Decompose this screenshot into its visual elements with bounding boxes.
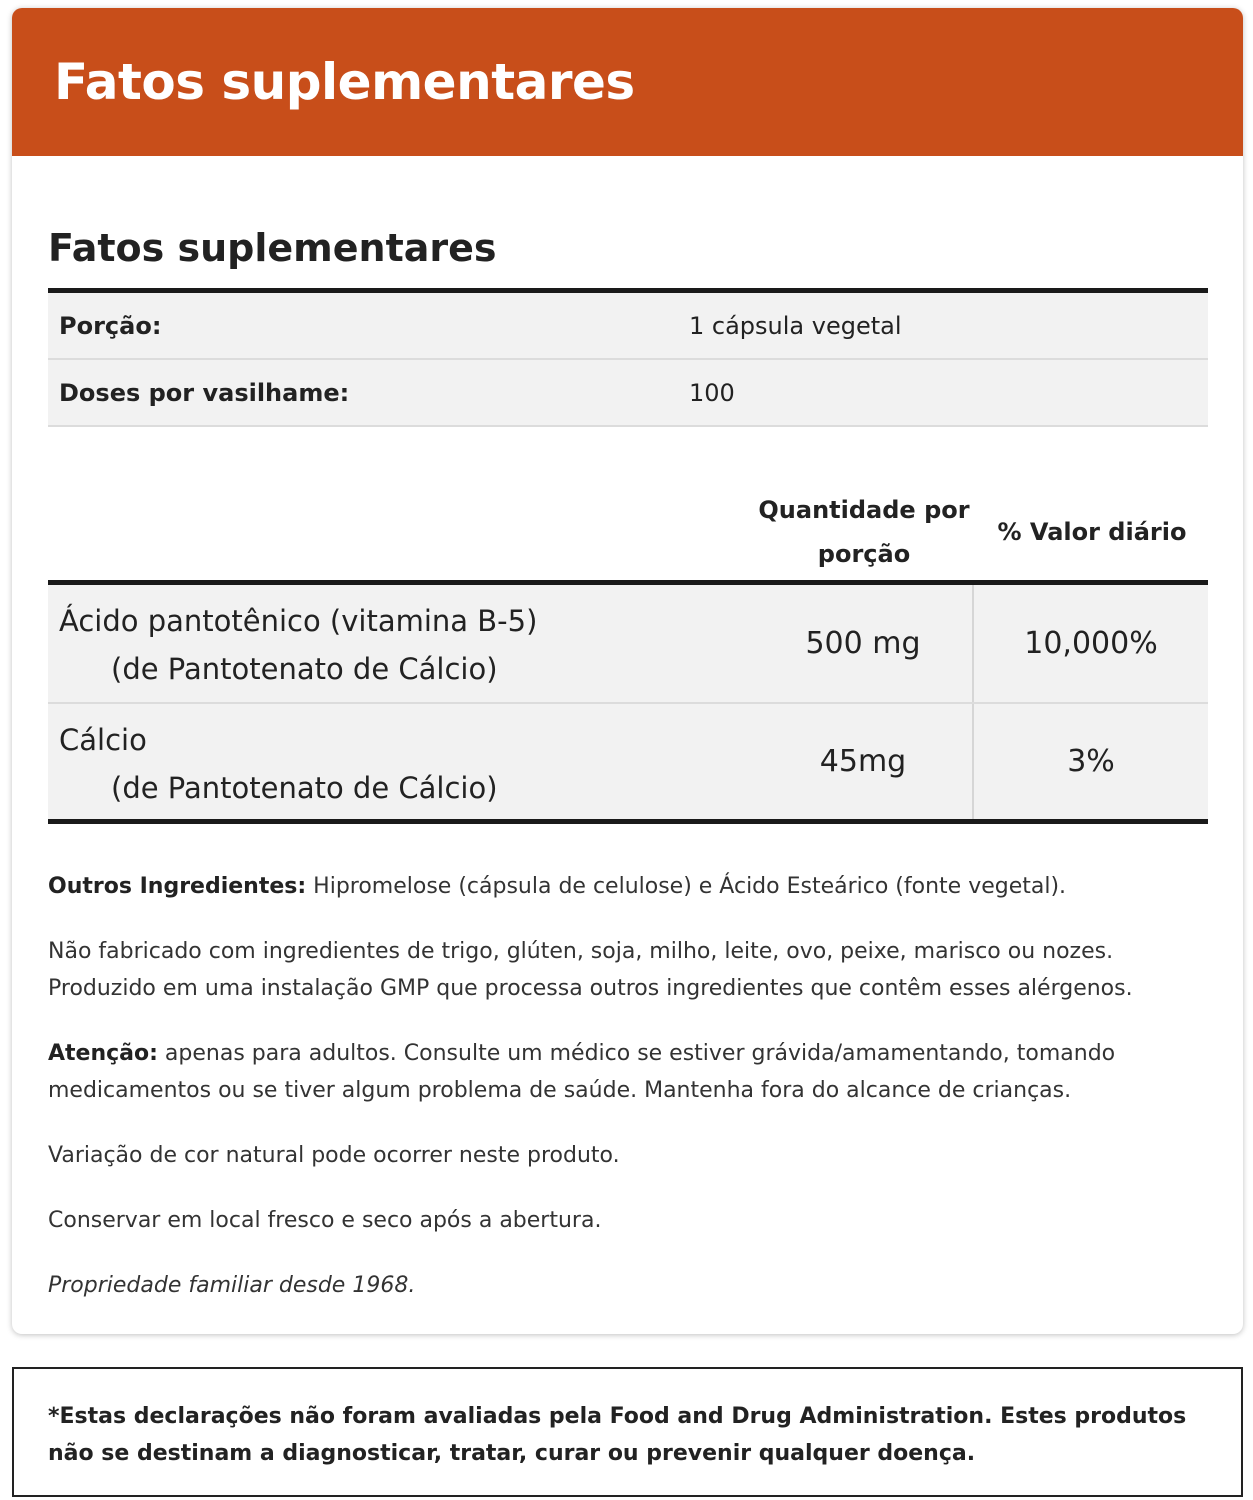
serving-table <box>48 288 1208 427</box>
nutrient-name-cell <box>48 704 754 819</box>
nutrient-source: (de Pantotenato de Cálcio) <box>111 652 498 686</box>
serving-row <box>48 293 1208 360</box>
nutrient-daily-value: 3% <box>1067 744 1115 779</box>
nutrient-row <box>48 585 1208 702</box>
nutrient-source: (de Pantotenato de Cálcio) <box>111 771 498 805</box>
nutrient-name: Ácido pantotênico (vitamina B-5) <box>59 604 538 638</box>
nutrient-amount: 500 mg <box>754 585 974 702</box>
amount-header <box>754 488 974 576</box>
banner-title: Fatos suplementares <box>54 53 635 111</box>
nutrient-name-cell <box>48 585 754 702</box>
color-variation-note: Variação de cor natural pode ocorrer neste produto. <box>48 1143 620 1168</box>
amount-header-line2: porção <box>817 540 911 568</box>
notes-section <box>48 868 1208 1332</box>
family-owned-note: Propriedade familiar desde 1968. <box>48 1273 416 1298</box>
supplement-facts-card <box>12 8 1243 1334</box>
daily-value-header: % Valor diário <box>997 518 1187 546</box>
serving-row <box>48 360 1208 427</box>
warning <box>48 1035 1208 1109</box>
allergen-statement: Não fabricado com ingredientes de trigo, glúten, soja, milho, leite, ovo, peixe, marisco ou nozes. Produzido em uma instalação GMP que processa outros ingredientes que contêm esses alérgenos. <box>48 939 1133 1001</box>
nutrient-row <box>48 702 1208 819</box>
storage-note: Conservar em local fresco e seco após a abertura. <box>48 1208 602 1233</box>
amount-header-line1: Quantidade por <box>758 496 970 524</box>
warning-text: apenas para adultos. Consulte um médico se estiver grávida/amamentando, tomando medicamentos ou se tiver algum problema de saúde. Mantenha fora do alcance de crianças. <box>48 1041 1116 1103</box>
other-ingredients <box>48 868 1208 905</box>
nutrient-table <box>48 580 1208 824</box>
fda-disclaimer: *Estas declarações não foram avaliadas pela Food and Drug Administration. Estes produtos não se destinam a diagnosticar, tratar, curar ou prevenir qualquer doença. <box>12 1367 1243 1497</box>
nutrient-daily-value: 10,000% <box>1024 626 1158 661</box>
serving-label: Porção: <box>59 311 162 340</box>
doses-value: 100 <box>689 378 735 407</box>
other-ingredients-label: Outros Ingredientes: <box>48 874 307 899</box>
warning-label: Atenção: <box>48 1041 158 1066</box>
doses-label: Doses por vasilhame: <box>59 378 350 407</box>
serving-value: 1 cápsula vegetal <box>689 311 902 340</box>
other-ingredients-text: Hipromelose (cápsula de celulose) e Ácido Esteárico (fonte vegetal). <box>306 874 1067 899</box>
nutrient-amount: 45mg <box>754 704 974 819</box>
facts-title: Fatos suplementares <box>48 226 497 270</box>
nutrient-column-headers <box>48 488 1208 592</box>
header-banner <box>12 8 1243 156</box>
nutrient-name: Cálcio <box>59 723 147 757</box>
